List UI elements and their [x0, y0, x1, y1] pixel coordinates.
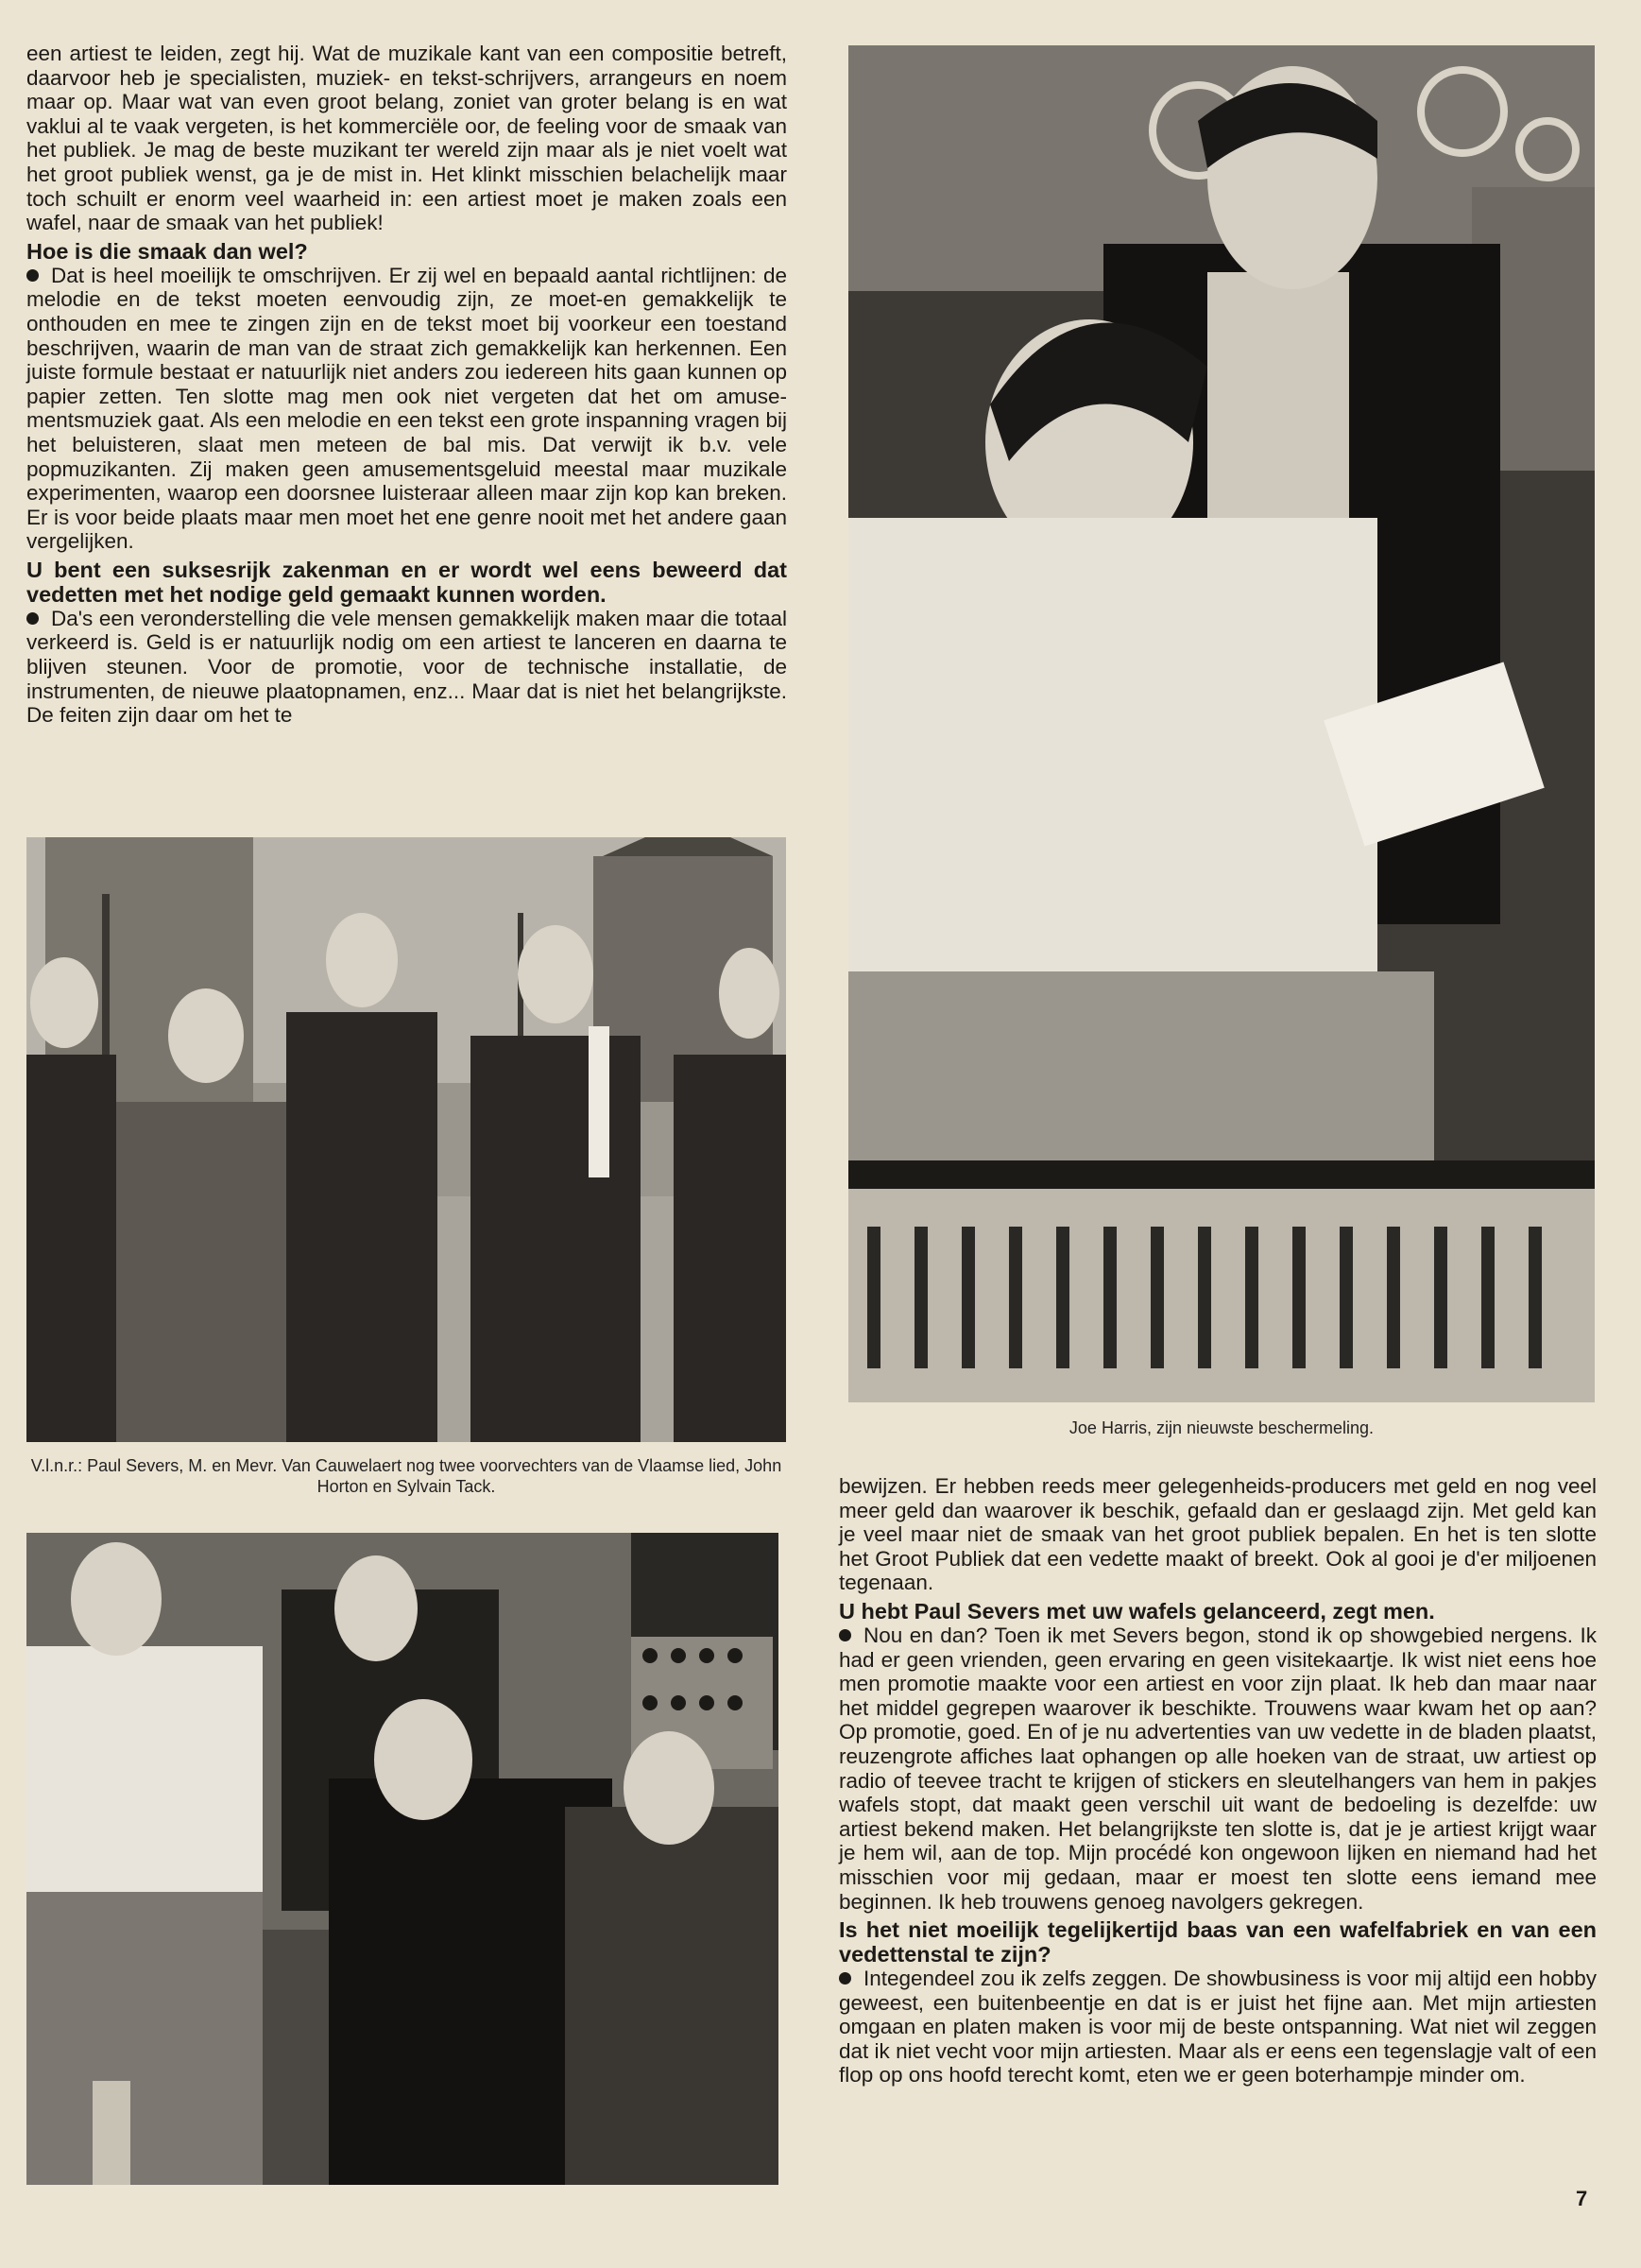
answer-money — [26, 607, 787, 728]
group-photo-caption: V.l.n.r.: Paul Severs, M. en Mevr. Van Cauwelaert nog twee voorvechters van de Vlaamse lied, John Horton en Sylvain Tack. — [30, 1456, 782, 1496]
answer-waffle-factory — [839, 1967, 1597, 2088]
answer-waffle-factory-text: Integendeel zou ik zelfs zeggen. De showbusiness is voor mij altijd een hobby geweest, een buitenbeentje en dat is er juist het fijne aan. Met mijn artiesten omgaan en platen maken is voor mij de beste ontspanning. Wat niet wil zeggen dat ik niet vecht voor mijn artiesten. Maar als er eens een tegenslagje valt of een flop op ons hoofd terecht komt, eten we er geen boterhampje minder om. — [839, 1967, 1597, 2088]
answer-money-text: Da's een veronderstelling die vele mensen gemakkelijk maken maar die totaal verkeerd is. Geld is er natuurlijk nodig om een artiest te lanceren en daarna te blijven steunen. Voor de promotie, voor de technische installatie, de instrumenten, de nieuwe plaatopnamen, enz... Maar dat is niet het belangrijkste. De feiten zijn daar om het te — [26, 606, 787, 728]
studio-photo-large — [848, 45, 1595, 1402]
bullet-icon — [26, 264, 51, 288]
question-taste: Hoe is die smaak dan wel? — [26, 238, 308, 264]
answer-taste-text: Dat is heel moeilijk te omschrijven. Er zij wel en bepaald aantal richtlijnen: de melodie en de tekst moeten eenvoudig zijn, ze moet-en gemakkelijk te onthouden en mee te zingen zijn en de tekst moet bij voorkeur een toestand beschrijven, waarin de man van de straat zich gemakkelijk kan herkennen. Een juiste formule bestaat er natuurlijk niet anders zou iedereen hits gaan kunnen op papier zetten. Ten slotte mag men ook niet vergeten dat het om amuse-mentsmuziek gaat. Als een melodie en een tekst een grote inspanning vragen bij het beluisteren, slaat men meteen de bal mis. Dat verwijt ik b.v. vele popmuzikanten. Zij maken geen amusementsgeluid meestal maar muzikale experimenten, waarop een doorsnee luisteraar alleen maar zijn kop kan breken. Er is voor beide plaats maar men moet het ene genre nooit met het andere gaan vergelijken. — [26, 263, 787, 554]
question-money: U bent een suksesrijk zakenman en er wordt wel eens beweerd dat vedetten met het nodige geld gemaakt kunnen worden. — [26, 557, 787, 607]
answer-severs-text: Nou en dan? Toen ik met Severs begon, stond ik op showgebied nergens. Ik had er geen vrienden, geen ervaring en geen visitekaartje. Ik wist niet eens hoe men promotie maakte voor een artiest en voor zijn plaat. Ik heb dan maar naar het middel gegrepen waarover ik beschikte. Trouwens waar kwam het op aan? Op promotie, goed. En of je nu advertenties van uw vedette in de bladen plaatst, reuzengrote affiches laat ophangen op alle hoeken van de straat, uw artiest op radio of teevee tracht te krijgen of stickers en sleutelhangers van hem in pakjes wafels stopt, dat maakt geen verschil uit want de bedoeling is dezelfde: uw artiest bekend maken. Het belangrijkste ten slotte is, dat je je artiest krijgt waar je hem wil, aan de top. Mijn procédé kon ongewoon lijken en niemand had het misschien voor mij gedaan, maar er moest ten slotte eens iemand mee beginnen. Ik heb trouwens genoeg navolgers gekregen. — [839, 1623, 1597, 1914]
question-severs: U hebt Paul Severs met uw wafels gelanceerd, zegt men. — [839, 1598, 1435, 1624]
bullet-icon — [839, 1967, 863, 1991]
answer-taste — [26, 264, 787, 554]
intro-paragraph: een artiest te leiden, zegt hij. Wat de muzikale kant van een compositie betreft, daarvoor heb je specialisten, muziek- en tekst-schrijvers, arrangeurs en noem maar op. Maar wat van even groot belang, zoniet van groter belang is en wat vaklui al te vaak vergeten, is het kommerciële oor, de feeling voor de smaak van het publiek. Je mag de beste muzikant ter wereld zijn maar als je niet voelt wat het groot publiek wenst, ga je de mist in. Het klinkt misschien belachelijk maar toch schuilt er enorm veel waarheid in: een artiest moet je maken zoals een wafel, naar de smaak van het publiek! — [26, 42, 787, 235]
right-text-column — [839, 1474, 1597, 2088]
answer-severs — [839, 1624, 1597, 1914]
studio-photo-small — [26, 1533, 778, 2185]
studio-photo-caption: Joe Harris, zijn nieuwste beschermeling. — [1068, 1418, 1375, 1437]
group-photo — [26, 837, 786, 1442]
bullet-icon — [839, 1624, 863, 1648]
bullet-icon — [26, 607, 51, 631]
continuation-paragraph: bewijzen. Er hebben reeds meer gelegenheids-producers met geld en nog veel meer geld dan waarover ik beschik, gefaald dan er geslaagd zijn. Met geld kan je veel maar niet de smaak van het groot publiek bepalen. En het is ten slotte het Groot Publiek dat een vedette maakt of breekt. Ook al gooi je d'er miljoenen tegenaan. — [839, 1474, 1597, 1595]
page-number: 7 — [1576, 2187, 1588, 2210]
left-text-column — [26, 42, 787, 728]
question-waffle-factory: Is het niet moeilijk tegelijkertijd baas van een wafelfabriek en van een vedettenstal te zijn? — [839, 1917, 1597, 1967]
